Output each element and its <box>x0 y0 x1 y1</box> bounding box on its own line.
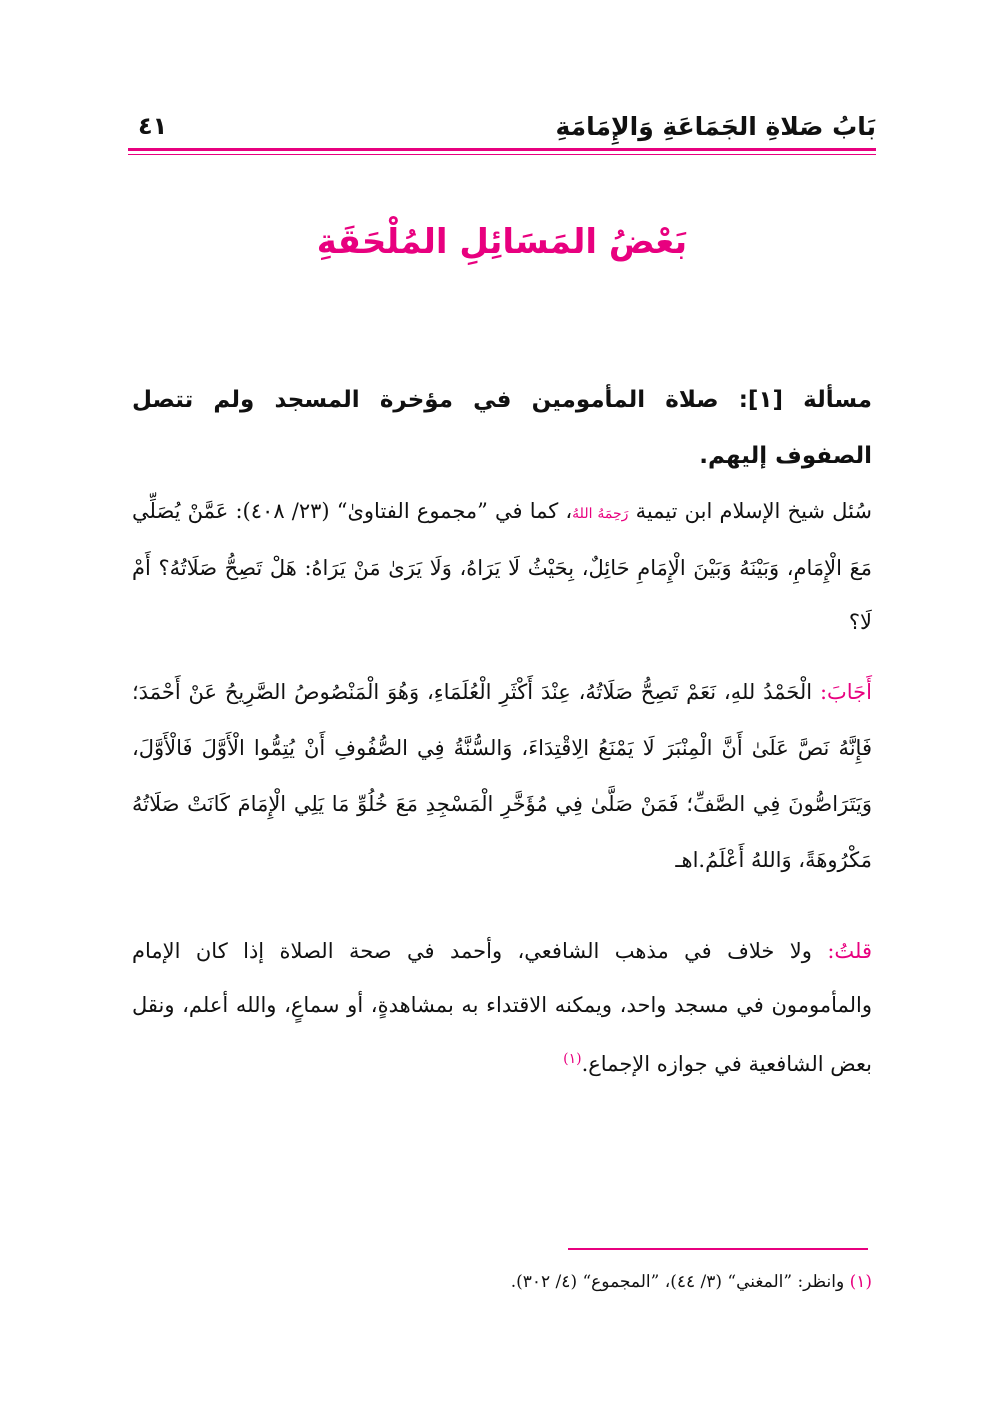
header-rule <box>128 148 876 151</box>
header-rule-thin <box>128 154 876 155</box>
footnote-text: وانظر: ”المغني“ (٣/ ٤٤)، ”المجموع“ (٤/ ٣٠٢). <box>510 1272 845 1292</box>
question-label: مسألة [١]: <box>738 387 873 413</box>
note-text: ولا خلاف في مذهب الشافعي، وأحمد في صحة الصلاة إذا كان الإمام والمأمومون في مسجد واحد، ويمكنه الاقتداء به بمشاهدةٍ، أو سماعٍ، والله أعلم، ونقل بعض الشافعية في جوازه الإجماع. <box>132 939 872 1076</box>
intro-quote: عَمَّنْ يُصَلِّي مَعَ الْإِمَامِ، وَبَيْنَهُ وَبَيْنَ الْإِمَامِ حَائِلٌ، بِحَيْثُ لَا يَرَاهُ، وَلَا يَرَىٰ مَنْ يَرَاهُ: هَلْ تَصِحُّ صَلَاتُهُ؟ أَمْ لَا؟ <box>132 499 872 634</box>
answer-paragraph <box>132 664 872 888</box>
page-number: ٤١ <box>138 112 168 140</box>
answer-text: الْحَمْدُ للهِ، نَعَمْ تَصِحُّ صَلَاتُهُ، عِنْدَ أَكْثَرِ الْعُلَمَاءِ، وَهُوَ الْمَنْصُوصُ الصَّرِيحُ عَنْ أَحْمَدَ؛ فَإِنَّهُ نَصَّ عَلَىٰ أَنَّ الْمِنْبَرَ لَا يَمْنَعُ الِاقْتِدَاءَ، وَالسُّنَّةُ فِي الصُّفُوفِ أَنْ يُتِمُّوا الْأَوَّلَ فَالْأَوَّلَ، وَيَتَرَاصُّونَ فِي الصَّفِّ؛ فَمَنْ صَلَّىٰ فِي مُؤَخَّرِ الْمَسْجِدِ مَعَ خُلُوِّ مَا يَلِي الْإِمَامَ كَانَتْ صَلَاتُهُ مَكْرُوهَةً، وَاللهُ أَعْلَمُ.اهـ <box>132 680 872 872</box>
footnote-separator <box>568 1248 868 1250</box>
answer-label: أَجَابَ: <box>819 680 872 704</box>
footnote-marker: (١) <box>849 1272 872 1292</box>
intro-text-before: سُئل شيخ الإسلام ابن تيمية <box>635 499 872 523</box>
intro-paragraph <box>132 484 872 649</box>
note-label: قلتُ: <box>827 939 872 963</box>
question-text: صلاة المأمومين في مؤخرة المسجد ولم تتصل الصفوف إليهم. <box>132 387 872 469</box>
section-title: بَعْضُ المَسَائِلِ المُلْحَقَةِ <box>316 222 688 262</box>
intro-text-after: ، كما في ”مجموع الفتاوىٰ“ (٢٣/ ٤٠٨): <box>235 499 573 523</box>
note-paragraph <box>132 924 872 1091</box>
question-paragraph <box>132 372 872 484</box>
running-header-title: بَابُ صَلاةِ الجَمَاعَةِ وَالإِمَامَةِ <box>555 112 876 141</box>
footnote <box>132 1272 872 1292</box>
footnote-reference[interactable]: (١) <box>563 1051 582 1067</box>
honorific: رَحِمَهُ اللهُ <box>572 506 629 522</box>
